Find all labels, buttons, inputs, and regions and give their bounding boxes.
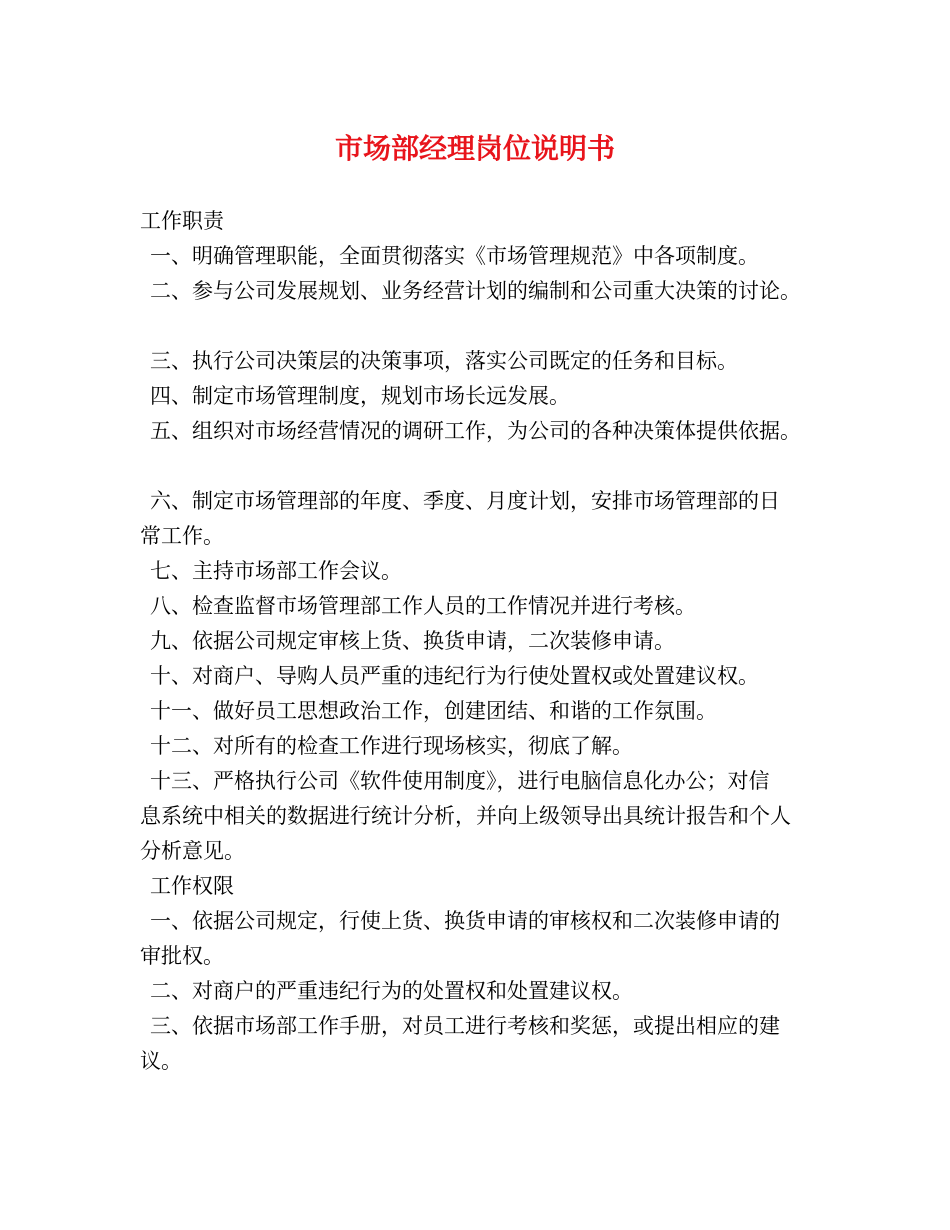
duty-item-8: 八、检查监督市场管理部工作人员的工作情况并进行考核。 — [150, 594, 696, 618]
duty-item-6-continued: 常工作。 — [140, 524, 224, 548]
authority-item-1: 一、依据公司规定，行使上货、换货申请的审核权和二次装修申请的 — [150, 909, 780, 933]
section-heading-duties: 工作职责 — [140, 209, 224, 233]
paragraph-gap — [140, 449, 820, 484]
paragraph-gap — [140, 309, 820, 344]
section-heading-authority: 工作权限 — [150, 874, 234, 898]
duty-item-13: 十三、严格执行公司《软件使用制度》，进行电脑信息化办公；对信 — [150, 769, 770, 793]
authority-item-3: 三、依据市场部工作手册，对员工进行考核和奖惩，或提出相应的建 — [150, 1014, 780, 1038]
duty-item-9: 九、依据公司规定审核上货、换货申请，二次装修申请。 — [150, 629, 675, 653]
duty-item-2: 二、参与公司发展规划、业务经营计划的编制和公司重大决策的讨论。 — [150, 279, 801, 303]
duty-item-1: 一、明确管理职能，全面贯彻落实《市场管理规范》中各项制度。 — [150, 244, 759, 268]
duty-item-13-continued: 分析意见。 — [140, 839, 245, 863]
duty-item-3: 三、执行公司决策层的决策事项，落实公司既定的任务和目标。 — [150, 349, 738, 373]
duty-item-5: 五、组织对市场经营情况的调研工作，为公司的各种决策体提供依据。 — [150, 419, 801, 443]
authority-item-3-continued: 议。 — [140, 1049, 182, 1073]
duty-item-12: 十二、对所有的检查工作进行现场核实，彻底了解。 — [150, 734, 633, 758]
duty-item-6: 六、制定市场管理部的年度、季度、月度计划，安排市场管理部的日 — [150, 489, 780, 513]
duty-item-10: 十、对商户、导购人员严重的违纪行为行使处置权或处置建议权。 — [150, 664, 759, 688]
duty-item-13-continued: 息系统中相关的数据进行统计分析，并向上级领导出具统计报告和个人 — [140, 804, 791, 828]
document-title: 市场部经理岗位说明书 — [334, 132, 615, 165]
authority-item-2: 二、对商户的严重违纪行为的处置权和处置建议权。 — [150, 979, 633, 1003]
document-body — [140, 204, 820, 1079]
duty-item-11: 十一、做好员工思想政治工作，创建团结、和谐的工作氛围。 — [150, 699, 717, 723]
duty-item-4: 四、制定市场管理制度，规划市场长远发展。 — [150, 384, 570, 408]
duty-item-7: 七、主持市场部工作会议。 — [150, 559, 402, 583]
authority-item-1-continued: 审批权。 — [140, 944, 224, 968]
